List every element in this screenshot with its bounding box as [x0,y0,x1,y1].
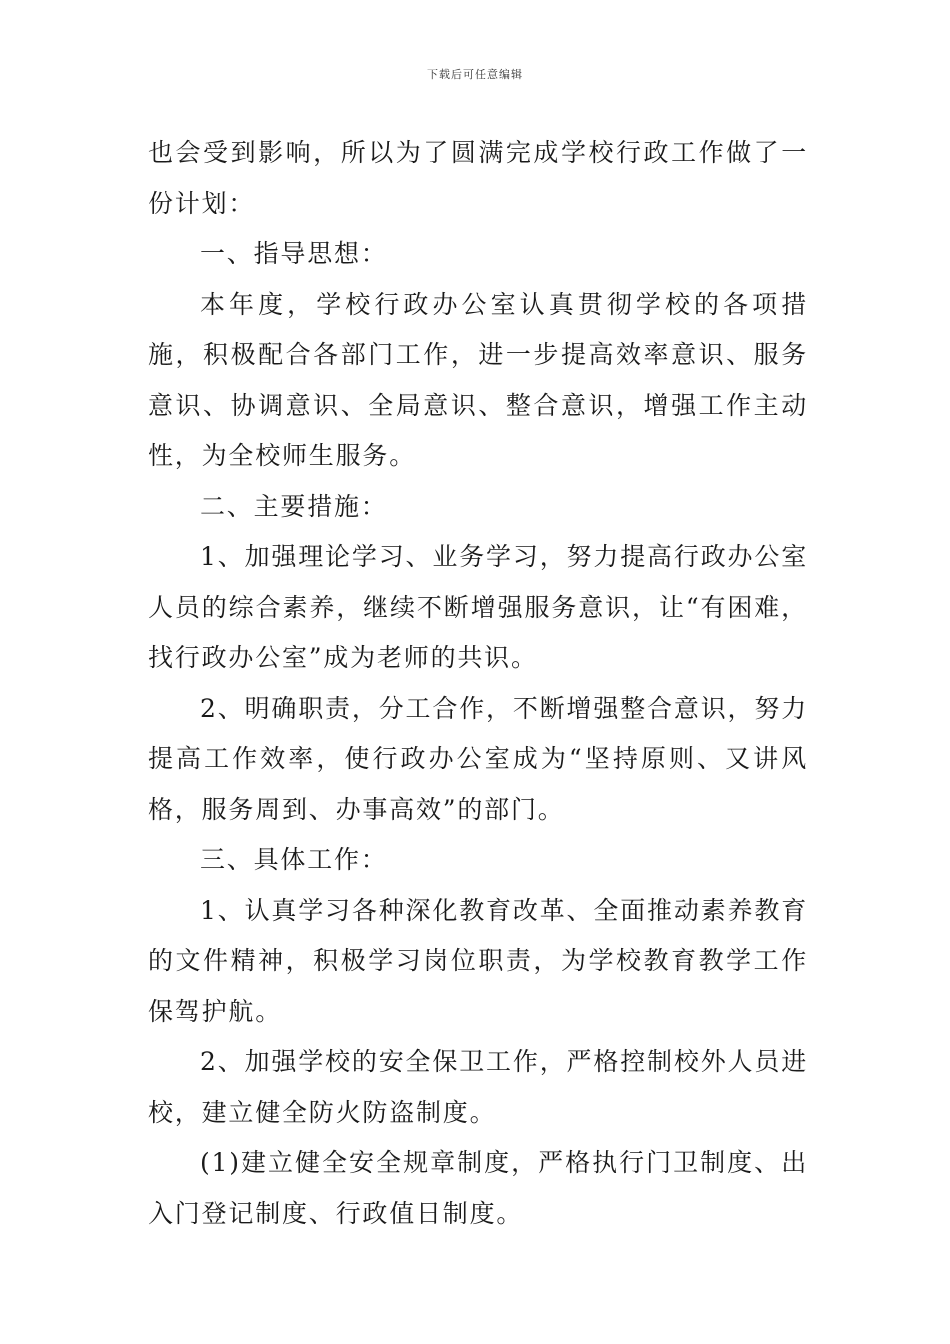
heading-main-measures: 二、主要措施： [200,491,388,521]
paragraph-work-1: 1、认真学习各种深化教育改革、全面推动素养教育的文件精神，积极学习岗位职责，为学校教育教学工作保驾护航。 [148,895,808,1026]
paragraph-measure-1: 1、加强理论学习、业务学习，努力提高行政办公室人员的综合素养，继续不断增强服务意识，让“有困难，找行政办公室”成为老师的共识。 [148,542,808,672]
page-header-note: 下载后可任意编辑 [427,68,523,81]
paragraph-measure-2: 2、明确职责，分工合作，不断增强整合意识，努力提高工作效率，使行政办公室成为“坚持原则、又讲风格，服务周到、办事高效”的部门。 [148,693,808,824]
paragraph-work-2: 2、加强学校的安全保卫工作，严格控制校外人员进校，建立健全防火防盗制度。 [148,1047,808,1127]
paragraph-work-2-sub-1: (1)建立健全安全规章制度，严格执行门卫制度、出入门登记制度、行政值日制度。 [148,1148,808,1228]
paragraph-guiding-thought: 本年度，学校行政办公室认真贯彻学校的各项措施，积极配合各部门工作，进一步提高效率意识、服务意识、协调意识、全局意识、整合意识，增强工作主动性，为全校师生服务。 [148,289,808,470]
heading-guiding-thought: 一、指导思想： [200,239,388,268]
document-body [148,128,808,1239]
paragraph-continuation: 也会受到影响，所以为了圆满完成学校行政工作做了一份计划： [148,138,808,218]
heading-specific-work: 三、具体工作： [200,845,388,874]
